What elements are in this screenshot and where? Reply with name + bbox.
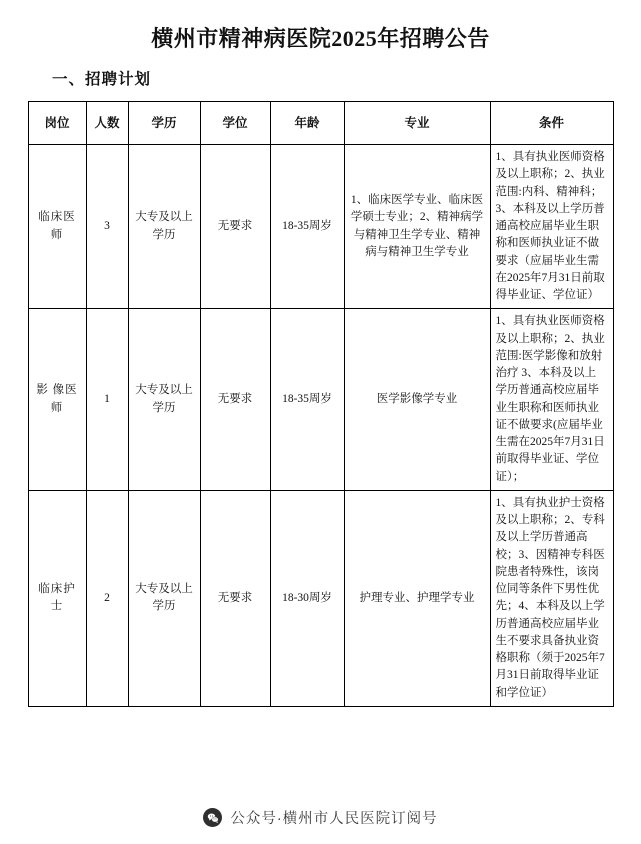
cell-major: 医学影像学专业 [344, 309, 490, 491]
cell-number: 3 [86, 145, 128, 309]
footer-label: 公众号·横州市人民医院订阅号 [230, 811, 438, 827]
column-header-major: 专业 [344, 102, 490, 145]
cell-education: 大专及以上学历 [128, 309, 200, 491]
document-page [0, 22, 641, 844]
cell-condition: 1、具有执业医师资格及以上职称；2、执业范围:医学影像和放射治疗 3、本科及以上学历普通高校应届毕业生职称和医师执业证不做要求(应届毕业生需在2025年7月31日前取得毕业证、学位证）； [490, 309, 613, 491]
table-header-row [28, 102, 613, 145]
cell-post: 临床护士 [28, 490, 86, 706]
cell-age: 18-35周岁 [270, 309, 344, 491]
cell-condition: 1、具有执业护士资格及以上职称；2、专科及以上学历普通高校；3、因精神专科医院患者特殊性，该岗位同等条件下男性优先；4、本科及以上学历普通高校应届毕业生不要求具备执业资格职称（须于2025年7月31日前取得毕业证和学位证） [490, 490, 613, 706]
column-header-education: 学历 [128, 102, 200, 145]
table-row [28, 145, 613, 309]
recruitment-plan-table [28, 101, 614, 707]
cell-education: 大专及以上学历 [128, 490, 200, 706]
page-title: 横州市精神病医院2025年招聘公告 [151, 26, 490, 51]
cell-age: 18-30周岁 [270, 490, 344, 706]
cell-major: 护理专业、护理学专业 [344, 490, 490, 706]
footer [0, 807, 641, 828]
cell-post: 临床医师 [28, 145, 86, 309]
cell-major: 1、临床医学专业、临床医学硕士专业；2、精神病学与精神卫生学专业、精神病与精神卫生学专业 [344, 145, 490, 309]
table-row [28, 490, 613, 706]
cell-condition: 1、具有执业医师资格及以上职称；2、执业范围:内科、精神科；3、本科及以上学历普通高校应届毕业生职称和医师执业证不做要求（应届毕业生需在2025年7月31日前取得毕业证、学位证） [490, 145, 613, 309]
section-heading: 一、招聘计划 [52, 71, 152, 88]
cell-education: 大专及以上学历 [128, 145, 200, 309]
cell-post: 影 像医师 [28, 309, 86, 491]
column-header-degree: 学位 [200, 102, 270, 145]
wechat-icon [203, 808, 222, 827]
column-header-condition: 条件 [490, 102, 613, 145]
cell-degree: 无要求 [200, 309, 270, 491]
cell-number: 2 [86, 490, 128, 706]
table-row [28, 309, 613, 491]
column-header-age: 年龄 [270, 102, 344, 145]
column-header-post: 岗位 [28, 102, 86, 145]
cell-degree: 无要求 [200, 490, 270, 706]
cell-degree: 无要求 [200, 145, 270, 309]
cell-age: 18-35周岁 [270, 145, 344, 309]
column-header-number: 人数 [86, 102, 128, 145]
cell-number: 1 [86, 309, 128, 491]
